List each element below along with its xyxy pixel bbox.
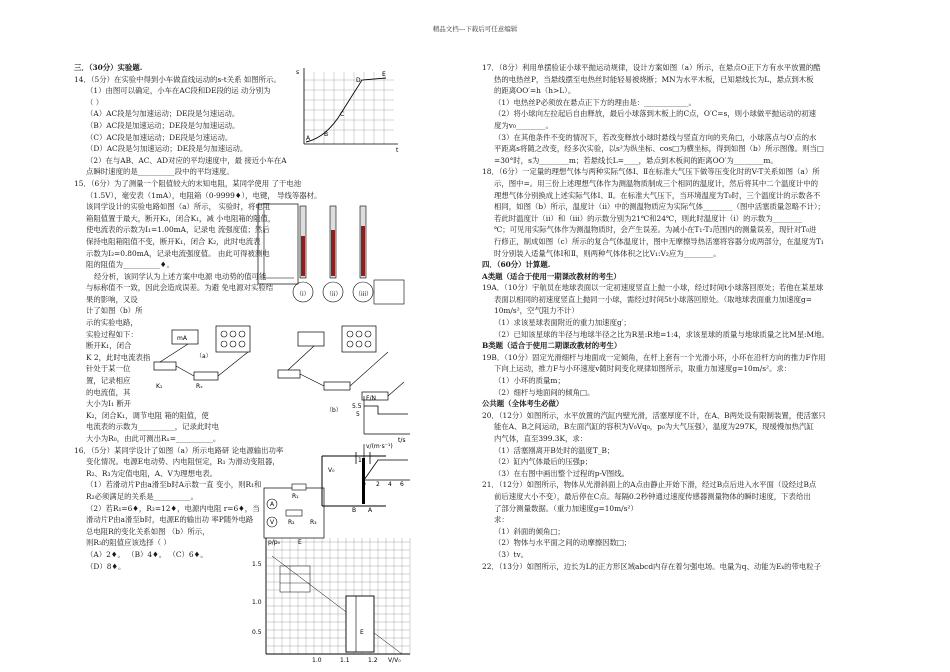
left-column-line: R₂必须满足的关系是__________。 xyxy=(86,491,198,501)
pv-xtick-3: 1.2 xyxy=(368,657,378,664)
right-column-line: 22．（13分）如图所示，边长为L的正方形区域abcd内存在着匀强电场。电量为q、动能为Eₖ的带电粒子 xyxy=(482,561,822,571)
t-tick-6: 6 xyxy=(400,481,404,486)
left-column-line: 果的影响，又设 xyxy=(86,294,138,304)
right-column-line: 21．（12分）如图所示，物体从光滑斜面上的A点由静止开始下滑，经过B点后进入水平面（设经过B点 xyxy=(482,480,817,490)
right-column-line: （2）已知该星球的半径与地球半径之比为R星:R地=1:4，求该星球的质量与地球质量之比M星:M地。 xyxy=(494,329,829,339)
right-column-line: 相同，如图（b）所示，温度计（ii）中的测温物质应为实际气体________（图中活塞质量忽略不计）； xyxy=(494,202,825,212)
right-column-line: （3）在右图中画出整个过程的p-V图线。 xyxy=(494,468,629,478)
right-column-line: 的距离OO′=h（h>L）。 xyxy=(494,86,576,96)
circuit16-ammeter: A xyxy=(270,501,275,508)
circuit-a-rx: Rₓ xyxy=(196,383,203,390)
right-column-line: 热的电热丝P，当悬线摆至电热丝时能轻易被烧断；MN为水平木板，已知悬线长为L，悬点到木板 xyxy=(494,74,814,84)
left-column-line: （2）在与AB、AC、AD对应的平均速度中，最 接近小车在A xyxy=(86,155,287,165)
right-column-line: 平距离s将随之改变，经多次实验，以s²为纵坐标、cos□为横坐标，得到如图（b）所示图像。则当□ xyxy=(494,144,824,154)
circuit16-r3: R₃ xyxy=(310,519,317,526)
right-column-line: 示，图中=。用三份上述理想气体作为测温物质制成三个相同的温度计，然后将其中二个温度计中的 xyxy=(494,178,818,188)
right-column-line: 理想气体分别换成上述实际气体Ⅰ、Ⅱ。在标准大气压下，当环境温度为T₀时，三个温度计的示数各不 xyxy=(494,190,821,200)
pv-xtick-1: 1.0 xyxy=(312,657,322,664)
point-c-label: C xyxy=(340,111,345,118)
right-column-line: 内气体，直至399.3K，求： xyxy=(494,434,588,443)
right-column-line: 度为v₀________。 xyxy=(494,120,553,130)
right-column-line: （1）活塞刚离开B处时的温度T_B； xyxy=(494,445,615,455)
left-column-line: 大小为I₁ 断开 xyxy=(86,399,132,409)
pv-ytick-3: 0.5 xyxy=(252,629,262,636)
right-column-line: 19B．（10分）固定光滑细杆与地面成一定倾角，在杆上套有一个光滑小环，小环在沿杆方向的推力F作用 xyxy=(482,352,826,362)
right-column-line: 求： xyxy=(494,515,509,525)
circuit-a-k1: K₁ xyxy=(156,383,163,390)
right-column-line: （1）小环的质量m； xyxy=(494,376,565,386)
thermometer-figure xyxy=(256,200,406,314)
right-column-line: （1）电热丝P必须放在悬点正下方的理由是：____________。 xyxy=(494,97,696,107)
right-column-line: （1）斜面的倾角□； xyxy=(494,526,565,536)
left-column-line: （A）AC段是匀加速运动；DE段是匀速运动。 xyxy=(86,109,240,119)
right-column-line: 表面以相同的初速度竖直上抛同一小球，需经过时间5t小球落回原处。（取地球表面重力加速度g= xyxy=(494,294,812,304)
right-column-line: 行修正，制成如图（c）所示的复合气体温度计，图中无摩擦导热活塞将容器分成两部分，在温度为T₁ xyxy=(494,236,824,246)
st-graph-figure xyxy=(294,66,404,154)
circuit16-r2: R₂ xyxy=(288,519,295,526)
right-column-line: （2）物体与水平面之间的动摩擦因数□； xyxy=(494,538,632,548)
right-column-line: 19A．（10分）宇航员在地球表面以一定初速度竖直上抛一小球，经过时间t小球落回原处；若他在某星球 xyxy=(482,283,824,293)
left-column-line: （1.5V），毫安表（1mA），电阻箱（0-9999♦），电键， 导线等器材。 xyxy=(86,190,322,200)
left-column-line: （A）2♦。 （B）4♦。 （C）6♦。 xyxy=(86,549,208,559)
right-column-line: （1）求该星球表面附近的重力加速度g′； xyxy=(494,318,631,328)
left-column-line: 阻的阻值为__________♦。 xyxy=(86,260,174,270)
left-column-line: 15．（6分）为了测量一个阻值较大的末知电阻，某同学使用 了干电池 xyxy=(74,178,302,188)
right-column-line: 四．（60分）计算题. xyxy=(482,260,551,270)
left-column-line: 实验过程如下： xyxy=(86,329,138,339)
st-ylabel: s xyxy=(296,69,300,76)
point-b-label: B xyxy=(324,131,329,138)
left-column-line: 电流表的示数为__________，记录此时电 xyxy=(86,422,220,432)
v-tick-1: 1 xyxy=(358,457,362,464)
left-column-line: K₂，闭合K₁，调节电阻 箱的阻值，使 xyxy=(86,410,209,420)
circuit-b-label: （b） xyxy=(326,407,342,414)
right-column-line: （2）细杆与地面间的倾角□。 xyxy=(494,387,595,397)
right-column-line: 了部分测量数据。（重力加速度g=10m/s²） xyxy=(494,503,638,513)
left-column-line: 总电阻R的变化关系如图 （b）所示， xyxy=(86,526,210,536)
right-column-line: A类题（适合于使用一期课改教材的考生） xyxy=(482,271,621,281)
left-column-line: R₂、R₃为定值电阻，A、V为理想电表。 xyxy=(86,468,218,478)
left-column-line: 变化情况。电源E电动势、内电阻恒定，R₁ 为滑动变阻器， xyxy=(86,457,280,467)
pv-ytick-1: 1.5 xyxy=(252,561,262,568)
left-column-line: （B）AC段是加速运动；DE段是匀加速运动。 xyxy=(86,120,240,130)
right-column-line: （2）缸内气体最后的压强p； xyxy=(494,457,593,467)
st-xlabel: t xyxy=(396,147,399,154)
left-column-line: 与标称值不一致，因此会造成误差。为避 免电源对实验结 xyxy=(86,283,274,293)
cylinder-a: A xyxy=(368,507,373,512)
left-column-line: 该同学设计的实验电路如图（a）所示， 实验时，将电阻 xyxy=(86,202,271,212)
right-column-line: 17．（8分）利用单摆验证小球平抛运动规律，设计方案如图（a）所示，在悬点O正下方有水平放置的酷 xyxy=(482,63,821,72)
right-column-line: （3）tv。 xyxy=(494,549,529,559)
left-column-line: 滑动片P由a滑至b时，电源E的输出功 率P随外电路 xyxy=(86,515,254,525)
left-column-line: K 2，此时电流表指 xyxy=(86,352,151,362)
pv-xtick-2: 1.1 xyxy=(340,657,350,664)
page-header: 精品文档---下载后可任意编辑 xyxy=(432,25,518,33)
left-column-line: 计了如图（b）所 xyxy=(86,306,143,316)
f-axis-label: F/N xyxy=(366,395,376,402)
right-column-line: （2）将小球向左拉起后自由释放，最后小球落到木板上的C点，O′C=s，则小球做平抛运动的初速 xyxy=(494,109,816,119)
pv-xlabel: V/V₀ xyxy=(388,657,401,664)
left-column-line: 的电流值，其 xyxy=(86,387,131,397)
point-e-label: E xyxy=(382,71,386,78)
right-column-line: 下向上运动，推力F与小环速度v随时间变化规律如图所示，取重力加速度g=10m/s²。求： xyxy=(494,364,792,374)
right-column-line: =30°时，s为________m；若悬线长L=____，悬点到木板间的距离OO′为________m。 xyxy=(494,155,778,165)
left-column-line: （D）8♦。 xyxy=(86,561,126,571)
left-column-line: 大小为R₀，由此可测出Rₓ=__________。 xyxy=(86,434,221,443)
left-column-line: 经分析，该同学认为上述方案中电源 电动势的值可能 xyxy=(94,271,267,281)
point-a-label: A xyxy=(306,135,311,142)
right-column-line: 时分别装入适量气体Ⅰ和Ⅱ，则两种气体体积之比V₁:V₂应为________。 xyxy=(494,248,721,258)
cylinder-b: B xyxy=(352,507,357,512)
left-column-line: 保持电阻箱阻值不变，断开K₁，闭合 K₂，此时电流表 xyxy=(86,236,261,246)
pv-e-label: E xyxy=(360,629,364,636)
left-column-line: 14．（5分）在实验中得到小车做直线运动的s-t关系 如图所示。 xyxy=(74,74,281,84)
pv-ytick-2: 1.0 xyxy=(252,599,262,606)
left-column-line: 断开K₁，闭合 xyxy=(86,341,132,351)
left-column-line: 则R₃的阻值应该选择（ ） xyxy=(86,538,171,548)
left-column-line: 针处于某一位 xyxy=(86,364,131,374)
left-column-line: 使电流表的示数为I₁=1.00mA，记录电 流强度值；然后 xyxy=(86,225,270,235)
therm-iii-label: （iii） xyxy=(355,291,373,298)
left-column-line: 置，记录相应 xyxy=(86,376,131,386)
circuit16-e: E xyxy=(298,539,302,546)
pv-graph-figure xyxy=(252,534,414,666)
left-column-line: 点瞬时速度的是__________段中的平均速度。 xyxy=(86,167,234,177)
circuit-a-label: （a） xyxy=(196,353,212,360)
circuit16-r1: R₁ xyxy=(292,493,299,500)
right-column-line: 前后速度大小不变），最后停在C点。每隔0.2秒钟通过速度传感器测量物体的瞬时速度，下表给出 xyxy=(494,491,811,501)
left-column-line: （ ） xyxy=(86,97,104,107)
right-column-line: B类题（适合于使用二期课改教材的考生） xyxy=(482,341,622,351)
right-column xyxy=(482,62,892,572)
f-tick-2: 5 xyxy=(356,411,360,418)
right-column-line: 能在A、B之间运动，B左面汽缸的容积为V₀Vq₀，p₀为大气压强），温度为297K，现缓慢加热汽缸 xyxy=(494,422,814,432)
circuit-a-ma: mA xyxy=(177,335,187,342)
left-column-line: 三．（30分）实验题. xyxy=(74,63,143,72)
pv-ylabel: p/p₀ xyxy=(268,539,281,546)
left-column-line: （C）AC段是加速运动；DE段是匀速运动。 xyxy=(86,132,233,142)
left-column-line: （1）若滑动片P由a滑至b时A示数一直 变小，则R₁和 xyxy=(86,480,262,490)
right-column-line: 20．（12分）如图所示，水平放置的汽缸内壁光滑，活塞厚度不计，在A、B两处设有限制装置，使活塞只 xyxy=(482,410,826,420)
t-tick-2: 2 xyxy=(376,481,380,486)
left-column-line: （D）AC段是匀加速运动；DE段是匀加速运动。 xyxy=(86,144,248,154)
left-column-line: 示数为I₂=0.80mA，记录电流强度值。 由此可得被测电 xyxy=(86,248,270,258)
t-tick-4: 4 xyxy=(388,481,392,486)
therm-ii-label: （ii） xyxy=(326,291,342,298)
left-column-line: 16．（5分）某同学设计了如图（a）所示电路研 论电源输出功率 xyxy=(74,445,284,455)
v-axis-label: v/(m·s⁻¹) xyxy=(366,443,393,450)
left-column-line: 箱阻值置于最大，断开K₂，闭合K₁，减 小电阻箱的阻值， xyxy=(86,213,276,223)
right-column-line: ℃；可见用实际气体作为测温物质时，会产生误差。为减小在T₁-T₂范围内的测量误差，现针对T₀进 xyxy=(494,225,817,235)
right-column-line: 若此时温度计（ii）和（iii）的示数分别为21℃和24℃，则此时温度计（i）的示数为________ xyxy=(494,213,803,223)
right-column-line: （3）在其他条件不变的情况下，若改变释放小球时悬线与竖直方向的夹角□，小球落点与O′点的水 xyxy=(494,132,817,142)
t-axis-label: t/s xyxy=(398,437,406,444)
circuit16-voltmeter: V xyxy=(270,519,275,526)
left-column-line: （1）由图可以确定，小车在AC段和DE段的运 动分别为 xyxy=(86,86,271,96)
right-column-line: 10m/s²，空气阻力不计） xyxy=(494,306,579,316)
therm-i-label: （i） xyxy=(296,291,310,298)
cylinder-v0: V₀ xyxy=(328,467,335,474)
right-column-line: 18．（6分）一定量的理想气体与两种实际气体Ⅰ、Ⅱ在标准大气压下做等压变化时的V-T关系如图（a）所 xyxy=(482,167,820,177)
left-column-line: 示的实验电路， xyxy=(86,318,138,328)
f-tick-1: 5.5 xyxy=(352,403,362,410)
left-column-line: （2）若R₁=6♦，R₂=12♦，电源内电阻 r=6♦，当 xyxy=(86,503,260,513)
point-d-label: D xyxy=(356,77,361,84)
right-column-line: 公共题（全体考生必做） xyxy=(482,399,564,409)
